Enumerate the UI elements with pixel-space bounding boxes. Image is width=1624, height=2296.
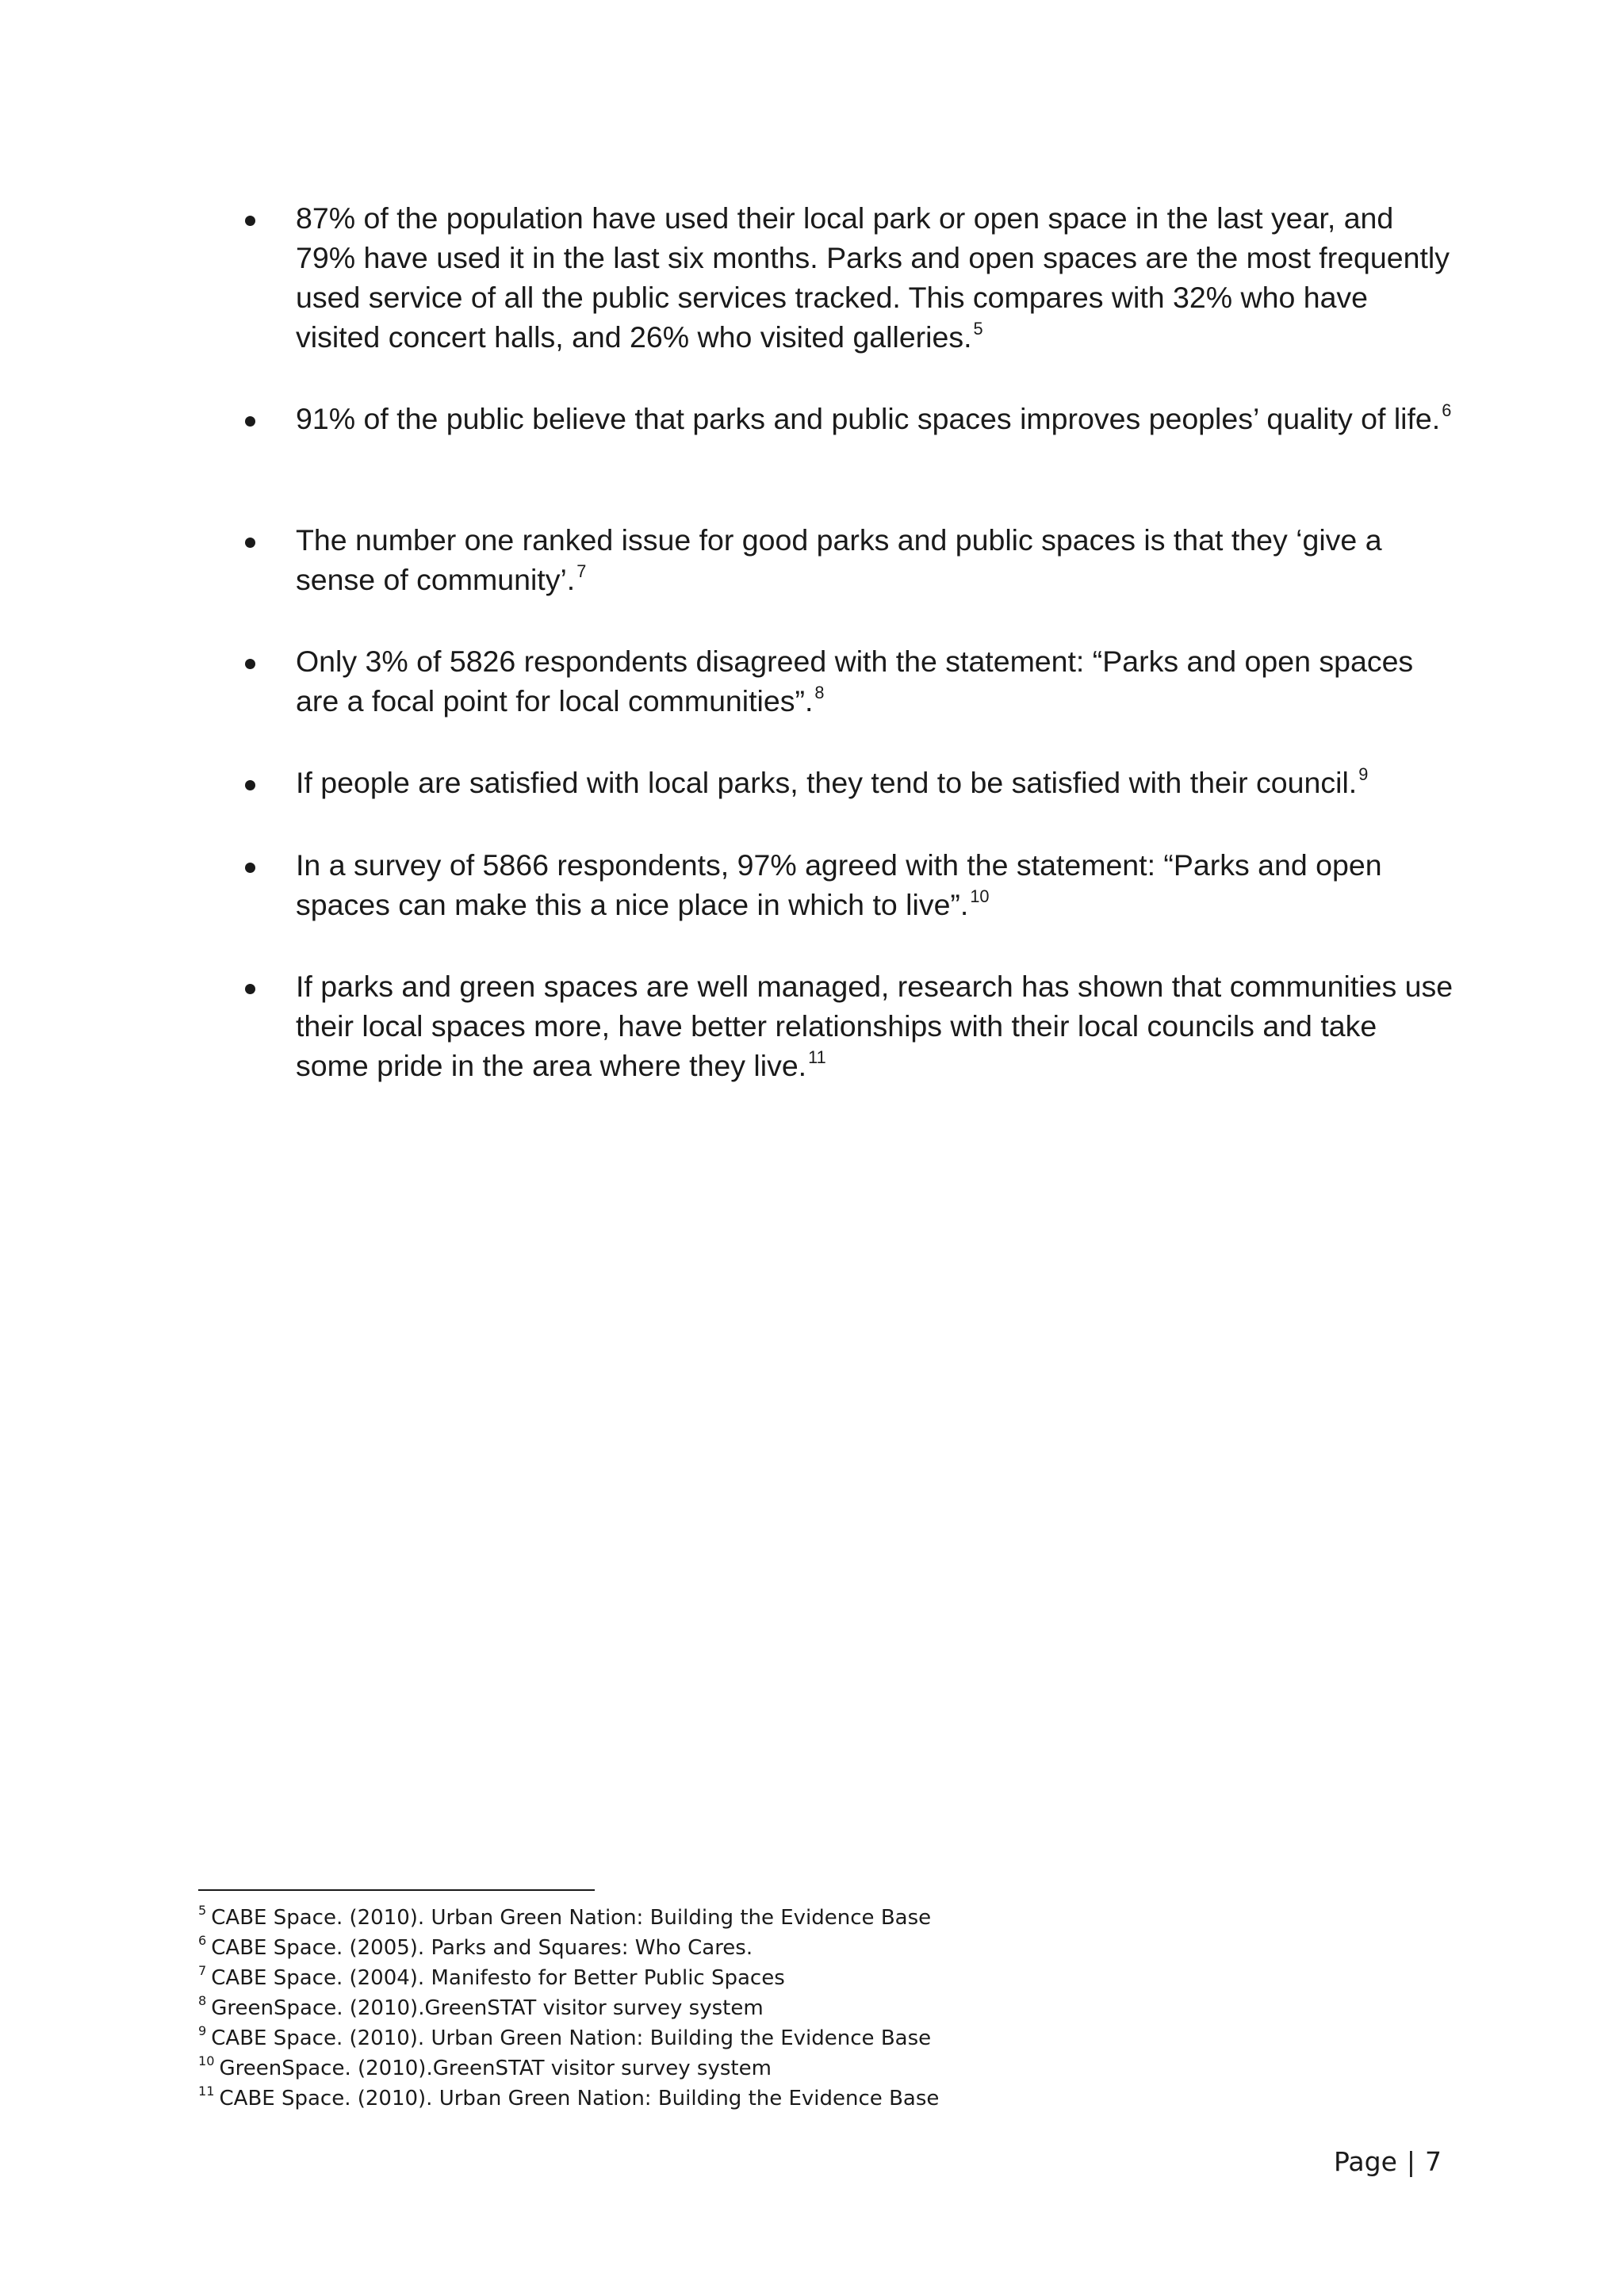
footnote [198, 2084, 1467, 2114]
footnote-reference[interactable]: 8 [814, 682, 825, 702]
footnote-text: CABE Space. (2004). Manifesto for Better Public Spaces [211, 1966, 785, 1990]
page-number-footer [1334, 2146, 1442, 2178]
footnote [198, 1963, 1467, 1993]
bullet-marker [245, 416, 255, 427]
footnote-text: CABE Space. (2010). Urban Green Nation: Building the Evidence Base [219, 2087, 940, 2110]
footnote-number: 10 [198, 2053, 215, 2068]
footnote [198, 2023, 1467, 2053]
bullet-text: In a survey of 5866 respondents, 97% agreed with the statement: “Parks and open spaces can make this a nice place in which to live”.$^{10}$ [296, 848, 1382, 921]
bullet-text: If people are satisfied with local parks, they tend to be satisfied with their council.$^9$ [296, 763, 1369, 799]
bullet-marker [245, 538, 255, 548]
footnote-number: 5 [198, 1902, 207, 1918]
bullet-marker [245, 984, 255, 994]
footnote-text: CABE Space. (2010). Urban Green Nation: Building the Evidence Base [211, 1906, 932, 1930]
footnote-number: 6 [198, 1932, 207, 1948]
bullet-text: 87% of the population have used their local park or open space in the last year, and 79% have used it in the last six months. Parks and open spaces are the most frequently used service of all the public services tracked. This compares with 32% who have visited concert halls, and 26% who visited galleries.$^5$ [296, 201, 1450, 354]
bullet-marker [245, 216, 255, 226]
footnote [198, 1933, 1467, 1963]
footnote-text: GreenSpace. (2010).GreenSTAT visitor survey system [219, 2057, 772, 2080]
page-separator: | [1406, 2146, 1416, 2177]
footnote [198, 2053, 1467, 2084]
footnote [198, 1993, 1467, 2023]
bullet-text: The number one ranked issue for good parks and public spaces is that they ‘give a sense of community’.$^7$ [296, 523, 1382, 596]
footnote-number: 8 [198, 1992, 207, 2008]
bullet-marker [245, 863, 255, 873]
bullet-text: Only 3% of 5826 respondents disagreed with the statement: “Parks and open spaces are a focal point for local communities”.$^8$ [296, 645, 1414, 718]
footnote-text: CABE Space. (2010). Urban Green Nation: Building the Evidence Base [211, 2026, 932, 2050]
footnote-reference[interactable]: 9 [1358, 763, 1369, 784]
footnote-reference[interactable]: 11 [808, 1047, 826, 1067]
footnote-number: 9 [198, 2022, 207, 2038]
footnotes [198, 1903, 1467, 2114]
footnote-reference[interactable]: 10 [970, 886, 990, 906]
footnote-reference[interactable]: 6 [1442, 400, 1452, 420]
footnote-reference[interactable]: 5 [973, 318, 983, 339]
bullet-marker [245, 780, 255, 790]
footnote-number: 11 [198, 2083, 215, 2099]
bullet-text: 91% of the public believe that parks and public spaces improves peoples’ quality of life.$^6$ [296, 400, 1452, 435]
footnote-text: CABE Space. (2005). Parks and Squares: Who Cares. [211, 1936, 753, 1960]
footnote-text: GreenSpace. (2010).GreenSTAT visitor survey system [211, 1996, 764, 2020]
footnote [198, 1903, 1467, 1933]
page-label: Page [1334, 2146, 1397, 2177]
bullet-marker [245, 659, 255, 669]
page-number: 7 [1425, 2146, 1442, 2177]
footnote-reference[interactable]: 7 [576, 561, 587, 581]
bullet-text: If parks and green spaces are well managed, research has shown that communities use their local spaces more, have better relationships with their local councils and take some pride in the area where they live.$^{11}$ [296, 970, 1454, 1082]
footnote-separator [198, 1889, 595, 1891]
footnote-number: 7 [198, 1962, 207, 1978]
